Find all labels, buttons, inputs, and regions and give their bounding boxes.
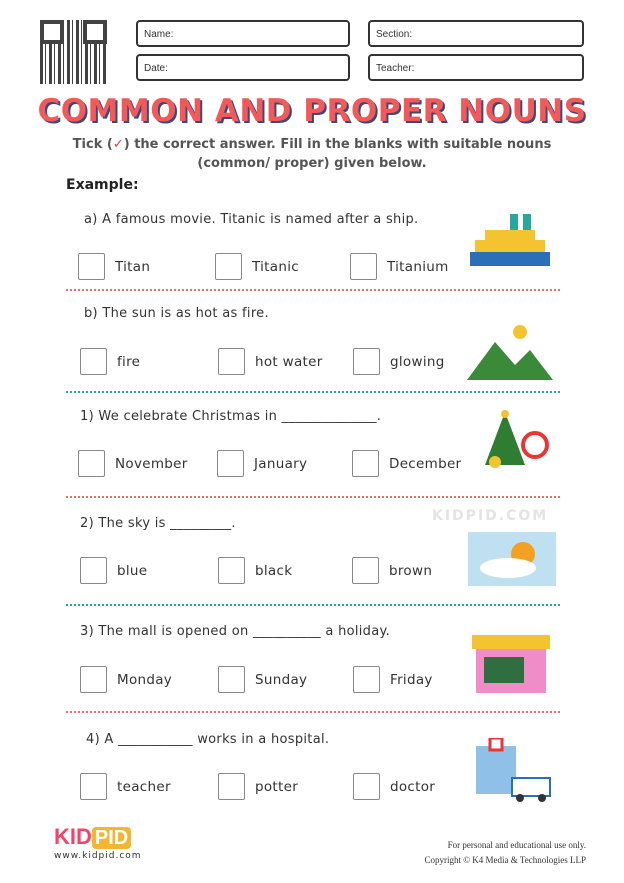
qr-code [40,20,107,84]
shop-icon [470,635,560,701]
ship-icon [465,212,555,278]
answer-option[interactable] [217,450,307,477]
instr-pre: Tick ( [72,137,113,152]
checkbox[interactable] [218,773,245,800]
answer-option[interactable] [353,666,433,693]
checkbox[interactable] [218,348,245,375]
option-label: Friday [390,671,433,688]
checkbox[interactable] [218,666,245,693]
checkbox[interactable] [353,348,380,375]
answer-option[interactable] [80,557,147,584]
question-text: b) The sun is as hot as fire. [84,306,269,321]
name-label: Name: [144,29,174,40]
answer-option[interactable] [353,348,445,375]
option-label: November [115,455,188,472]
option-label: Titan [115,258,151,275]
divider [66,496,560,498]
question-text: 3) The mall is opened on __________ a holiday. [80,624,391,639]
kidpid-logo [54,824,142,861]
checkbox[interactable] [352,557,379,584]
question-text: 2) The sky is _________. [80,516,236,531]
option-label: Sunday [255,671,308,688]
hospital-icon [472,738,562,804]
option-label: Titanic [252,258,299,275]
answer-option[interactable] [80,666,172,693]
checkbox[interactable] [80,666,107,693]
option-label: January [254,455,308,472]
option-label: doctor [390,778,436,795]
answer-option[interactable] [80,773,171,800]
christmas-tree-icon [480,410,570,476]
option-label: black [255,562,293,579]
answer-option[interactable] [78,253,150,280]
answer-option[interactable] [218,348,323,375]
checkbox[interactable] [352,450,379,477]
question-text: a) A famous movie. Titanic is named after a ship. [84,212,419,227]
option-label: fire [117,353,141,370]
instructions [0,135,624,173]
answer-option[interactable] [352,450,461,477]
sky-cloud-icon [468,532,558,598]
answer-option[interactable] [215,253,299,280]
footer-line1: For personal and educational use only. [447,840,586,850]
option-label: December [389,455,462,472]
checkbox[interactable] [80,348,107,375]
checkbox[interactable] [353,773,380,800]
answer-option[interactable] [350,253,449,280]
date-label: Date: [144,63,168,74]
checkbox[interactable] [78,253,105,280]
divider [66,289,560,291]
answer-option[interactable] [353,773,435,800]
divider [66,604,560,606]
option-label: teacher [117,778,171,795]
answer-option[interactable] [218,773,298,800]
option-label: Monday [117,671,173,688]
option-label: glowing [390,353,445,370]
section-label: Section: [376,29,413,40]
option-label: blue [117,562,148,579]
answer-option[interactable] [80,348,140,375]
instr-post: ) the correct answer. Fill in the blanks with suitable nouns [123,137,552,152]
checkbox[interactable] [78,450,105,477]
checkbox[interactable] [218,557,245,584]
divider [66,391,560,393]
date-field[interactable] [136,54,350,81]
checkbox[interactable] [350,253,377,280]
footer-line2: Copyright © K4 Media & Technologies LLP [424,855,586,865]
watermark: KIDPID.COM [432,508,549,524]
website-url: www.kidpid.com [54,851,142,861]
mountain-sun-icon [465,320,555,386]
logo-kid: KID [54,824,92,849]
teacher-label: Teacher: [376,63,415,74]
checkbox[interactable] [217,450,244,477]
checkbox[interactable] [80,557,107,584]
name-field[interactable] [136,20,350,47]
answer-option[interactable] [352,557,432,584]
checkbox[interactable] [80,773,107,800]
logo-pid: PID [92,827,131,849]
tick-icon: ✓ [112,137,124,152]
option-label: potter [255,778,299,795]
checkbox[interactable] [353,666,380,693]
checkbox[interactable] [215,253,242,280]
footer-copyright [424,838,586,868]
answer-option[interactable] [78,450,188,477]
option-label: Titanium [387,258,449,275]
question-text: 1) We celebrate Christmas in ______________. [80,409,382,424]
instr-line2: (common/ proper) given below. [197,156,427,171]
answer-option[interactable] [218,666,307,693]
teacher-field[interactable] [368,54,584,81]
example-label: Example: [66,177,139,193]
page-title: COMMON AND PROPER NOUNS [37,93,587,129]
option-label: hot water [255,353,323,370]
question-text: 4) A ___________ works in a hospital. [86,732,330,747]
divider [66,711,560,713]
answer-option[interactable] [218,557,292,584]
option-label: brown [389,562,433,579]
section-field[interactable] [368,20,584,47]
